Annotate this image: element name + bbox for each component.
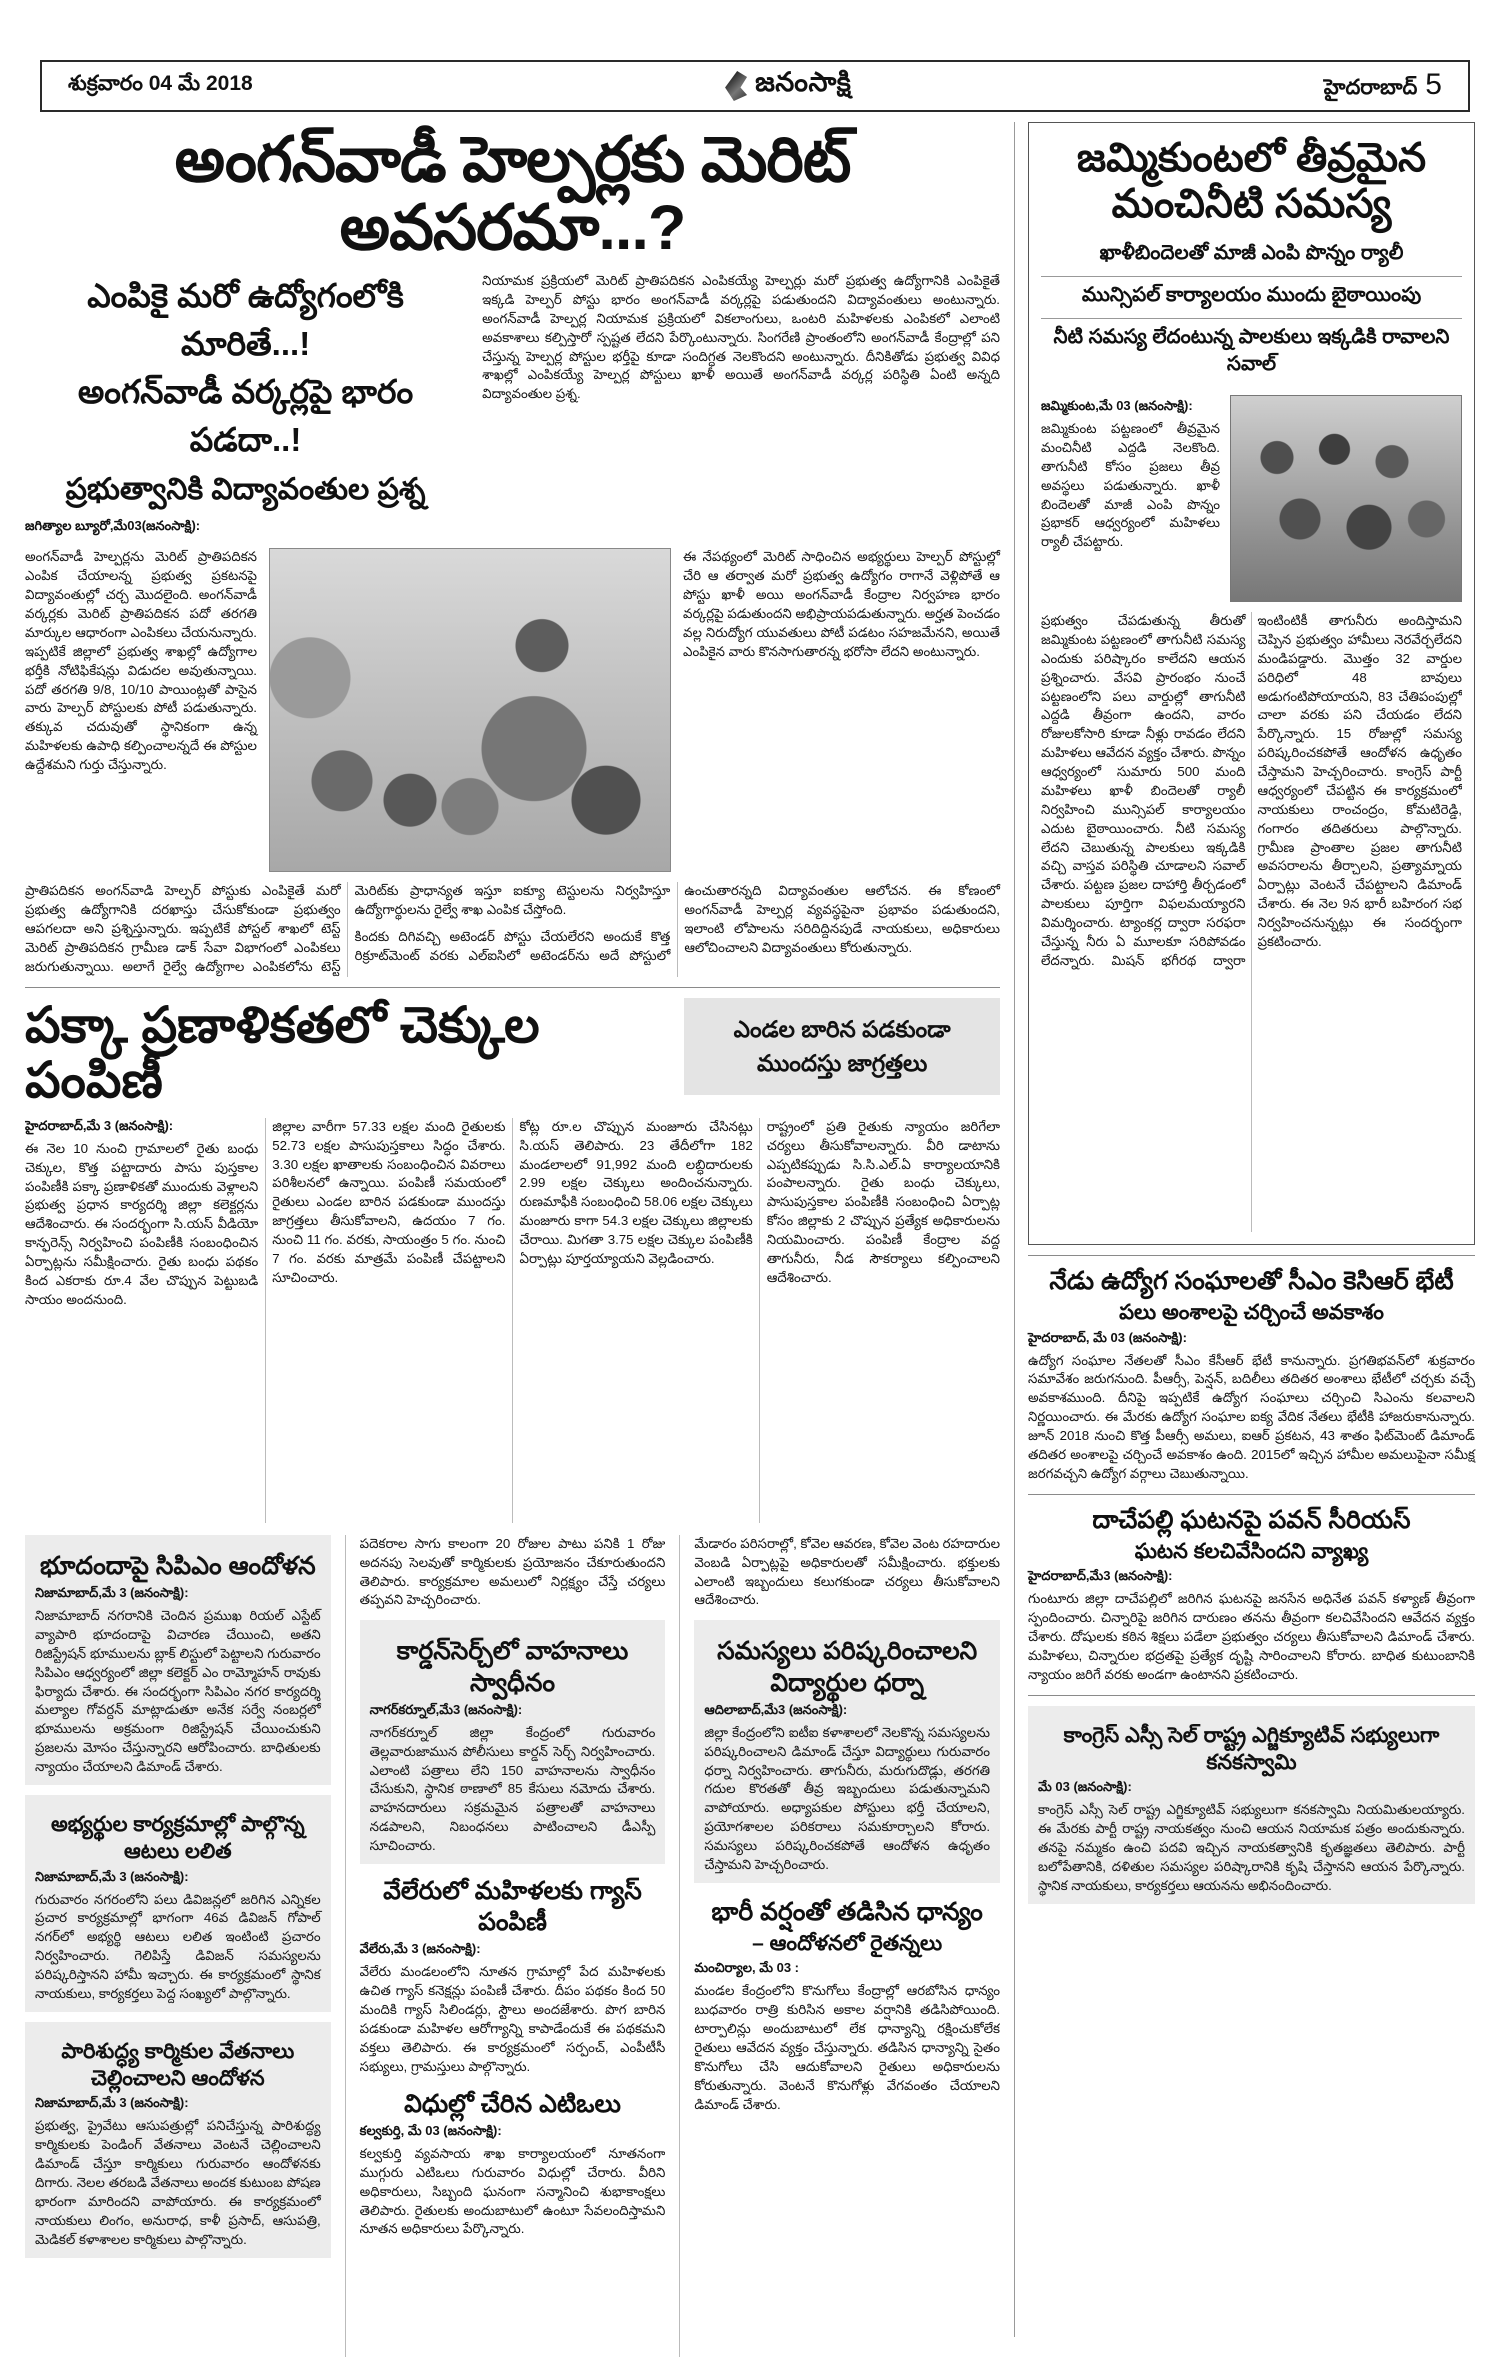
sanitation-dateline: నిజామాబాద్,మే 3 (జనంసాక్షి):: [35, 2095, 189, 2111]
anganwadi-deck-box: [25, 272, 466, 540]
article-students: [694, 1620, 1000, 1883]
pawan-dateline: హైదరాబాద్,మే3 (జనంసాక్షి):: [1028, 1568, 1173, 1584]
congress-sc-body: కాంగ్రెస్ ఎస్సీ సెల్ రాష్ట్ర ఎగ్జిక్యూటివ్ సభ్యులుగా కనకస్వామి నియమితులయ్యారు. ఈ మేరకు పార్టీ రాష్ట్ర నాయకత్వం నుంచి ఆయన నియామక పత్రం అందుకున్నారు. తనపై నమ్మకం ఉంచి పదవి ఇచ్చిన నాయకత్వానికి కృతజ్ఞతలు తెలిపారు. పార్టీ బలోపేతానికి, దళితుల సమస్యల పరిష్కారానికి కృషి చేస్తానని ఆయన పేర్కొన్నారు. స్థానిక నాయకులు, కార్యకర్తలు ఆయనను అభినందించారు.: [1038, 1802, 1465, 1893]
cm-meeting-body: ఉద్యోగ సంఘాల నేతలతో సీఎం కేసీఆర్ భేటీ కానున్నారు. ప్రగతిభవన్‌లో శుక్రవారం సమావేశం జరుగనుంది. పీఆర్సీ, పెన్షన్, బదిలీలు తదితర అంశాలు భేటీలో చర్చకు వచ్చే అవకాశముంది. దీనిపై ఇప్పటికే ఉద్యోగ సంఘాలు చర్చించి సిఎంను కలవాలని నిర్ణయించారు. ఈ మేరకు ఉద్యోగ సంఘాల ఐక్య వేదిక నేతలు భేటీకి హాజరుకానున్నారు. జూన్ 2018 నుంచి కొత్త పీఆర్సీ అమలు, ఐఆర్ ప్రకటన, 43 శాతం ఫిట్‌మెంట్ డిమాండ్ తదితర అంశాలపై చర్చించే అవకాశం ఉంది. 2015లో ఇచ్చిన హామీల అమలుపైనా సమీక్ష జరగవచ్చని ఉద్యోగ వర్గాలు చెబుతున్నాయి.: [1028, 1352, 1475, 1481]
article-gas: [360, 1876, 666, 2077]
anganwadi-col3: ఈ నేపథ్యంలో మెరిట్ సాధించిన అభ్యర్థులు హెల్పర్ పోస్టుల్లో చేరి ఆ తర్వాత మరో ప్రభుత్వ ఉద్యోగం రాగానే వెళ్లిపోతే ఆ పోస్టు ఖాళీ అయి అంగన్‌వాడీ కేంద్రాల నిర్వహణ భారం వర్కర్లపై పడుతుందని అభిప్రాయపడుతున్నారు. అర్హత పెంచడం వల్ల నిరుద్యోగ యువతులు పోటీ పడటం సహజమేనని, అయితే ఎంపికైన వారు కొనసాగుతారన్న భరోసా లేదని అంటున్నారు.: [683, 549, 1000, 659]
atos-dateline: కల్వకుర్తి, మే 03 (జనంసాక్షి):: [359, 2122, 502, 2138]
edition-name: హైదరాబాద్: [1323, 75, 1418, 99]
cpim-dateline: నిజామాబాద్,మే 3 (జనంసాక్షి):: [35, 1585, 189, 1601]
pawan-headline: దాచేపల్లి ఘటనపై పవన్ సీరియస్: [1092, 1505, 1411, 1534]
water-lead-block: [1041, 395, 1220, 602]
cm-meeting-headline: నేడు ఉద్యోగ సంఘాలతో సీఎం కెసిఆర్ భేటీ: [1049, 1267, 1454, 1295]
water-headline: జమ్మికుంటలో తీవ్రమైన మంచినీటి సమస్య: [1076, 136, 1427, 226]
gas-headline: వేలేరులో మహిళలకు గ్యాస్ పంపిణీ: [383, 1876, 642, 1937]
grain-subhead: – ఆందోళనలో రైతన్నలు: [752, 1932, 943, 1956]
cheques-para-2: జిల్లాల వారీగా 57.33 లక్షల మంది రైతులకు 52.73 లక్షల పాసుపుస్తకాలు సిద్ధం చేశారు. 3.30 లక్షల ఖాతాలకు సంబంధించిన వివరాలు పరిశీలనలో ఉన్నాయి. పంపిణీ సమయంలో రైతులు ఎండల బారిన పడకుండా ముందస్తు జాగ్రత్తలు తీసుకోవాలని, ఉదయం 7 గం. నుంచి 11 గం. వరకు, సాయంత్రం 5 గం. నుంచి 7 గం. వరకు మాత్రమే పంపిణీ చేపట్టాలని సూచించారు.: [272, 1118, 506, 1285]
edition-block: [1324, 68, 1442, 105]
grain-body: మండల కేంద్రంలోని కొనుగోలు కేంద్రాల్లో ఆరబోసిన ధాన్యం బుధవారం రాత్రి కురిసిన అకాల వర్షానికి తడిసిపోయింది. టార్పాలిన్లు అందుబాటులో లేక ధాన్యాన్ని రక్షించుకోలేక రైతులు ఆవేదన వ్యక్తం చేస్తున్నారు. తడిసిన ధాన్యాన్ని సైతం కొనుగోలు చేసి ఆదుకోవాలని రైతులు అధికారులను కోరుతున్నారు. వెంటనే కొనుగోళ్లు వేగవంతం చేయాలని డిమాండ్ చేశారు.: [694, 1983, 1000, 2112]
left-section: [25, 122, 1014, 2337]
water-rally-photo: [1230, 395, 1462, 602]
cpim-headline: భూదందాపై సిపిఎం ఆందోళన: [39, 1551, 316, 1580]
congress-sc-headline: కాంగ్రెస్ ఎస్సీ సెల్ రాష్ట్ర ఎగ్జిక్యూటివ్ సభ్యులుగా కనకస్వామి: [1063, 1723, 1440, 1774]
cheques-dateline: హైదరాబాద్,మే 3 (జనంసాక్షి):: [25, 1117, 174, 1133]
students-headline: సమస్యలు పరిష్కరించాలని విద్యార్థుల ధర్నా: [717, 1637, 978, 1697]
water-subhead-3: నీటి సమస్య లేదంటున్న పాలకులు ఇక్కడికి రావాలని సవాల్: [1041, 318, 1462, 387]
article-atos: [360, 2089, 666, 2240]
water-body-columns: ప్రభుత్వం చేపడుతున్న తీరుతో జమ్మికుంట పట్టణంలో తాగునీటి సమస్య ఎందుకు పరిష్కారం కాలేదని ఆయన ప్రశ్నించారు. వేసవి ప్రారంభం నుంచే పట్టణంలోని పలు వార్డుల్లో తాగునీటి ఎద్దడి తీవ్రంగా ఉందని, వారం రోజులకోసారి కూడా నీళ్లు రావడం లేదని మహిళలు ఆవేదన వ్యక్తం చేశారు. పొన్నం ఆధ్వర్యంలో సుమారు 500 మంది మహిళలు ఖాళీ బిందెలతో ర్యాలీ నిర్వహించి మున్సిపల్ కార్యాలయం ఎదుట బైఠాయించారు. నీటి సమస్య లేదని చెబుతున్న పాలకులు ఇక్కడికి వచ్చి వాస్తవ పరిస్థితి చూడాలని సవాల్ చేశారు. పట్టణ ప్రజల దాహార్తి తీర్చడంలో పాలకులు పూర్తిగా విఫలమయ్యారని విమర్శించారు. ట్యాంకర్ల ద్వారా సరఫరా చేస్తున్న నీరు ఏ మూలకూ సరిపోవడం లేదన్నారు. మిషన్ భగీరథ ద్వారా ఇంటింటికీ తాగునీరు అందిస్తామని చెప్పిన ప్రభుత్వం హామీలు నెరవేర్చలేదని మండిపడ్డారు. మొత్తం 32 వార్డుల పరిధిలో 48 బావులు అడుగంటిపోయాయని, 83 చేతిపంపుల్లో చాలా వరకు పని చేయడం లేదని పేర్కొన్నారు. 15 రోజుల్లో సమస్య పరిష్కరించకపోతే ఆందోళన ఉధృతం చేస్తామని హెచ్చరించారు. కాంగ్రెస్ పార్టీ ఆధ్వర్యంలో చేపట్టిన ఈ కార్యక్రమంలో నాయకులు రాంచంద్రం, కోమటిరెడ్డి, గంగారం తదితరులు పాల్గొన్నారు. గ్రామీణ ప్రాంతాల ప్రజల తాగునీటి అవసరాలను తీర్చాలని, ప్రత్యామ్నాయ ఏర్పాట్లు వెంటనే చేపట్టాలని డిమాండ్ చేశారు. ఈ నెల 9న భారీ బహిరంగ సభ నిర్వహించనున్నట్లు ఈ సందర్భంగా ప్రకటించారు.: [1041, 613, 1462, 968]
anganwadi-bottom-columns: [25, 882, 1000, 976]
issue-date: శుక్రవారం 04 మే 2018: [68, 71, 253, 95]
right-divider-1: [1028, 1255, 1475, 1256]
anganwadi-main-row: [25, 548, 1000, 872]
cordon-headline: కార్డన్‌సెర్చ్‌లో వాహనాలు స్వాధీనం: [396, 1637, 629, 1697]
article-water: [1028, 122, 1475, 1245]
anganwadi-deck-2: అంగన్‌వాడీ వర్కర్లపై భారం పడదా..!: [77, 372, 414, 458]
page-header: [40, 60, 1470, 112]
water-top-row: [1041, 395, 1462, 602]
page-number: 5: [1425, 67, 1442, 101]
bottom-articles-grid: [25, 1535, 1000, 2357]
pawan-subhead: ఘటన కలచివేసిందని వ్యాఖ్య: [1134, 1539, 1369, 1563]
anganwadi-below-2: కిందకు దిగివచ్చి అటెండర్ పోస్టు చేయలేరని అందుకే కొత్త రిక్రూట్‌మెంట్ వరకు ఎల్ఐసిలో అటెండర్‌ను అదే పోస్టులో ఉంచుతారన్నది విద్యావంతుల ఆలోచన. ఈ కోణంలో అంగన్‌వాడీ హెల్పర్ల వ్యవస్థపైనా ప్రభావం పడుతుందని, ఇలాంటి లోపాలను సరిదిద్దినపుడే నాయకులు, అధికారులు ఆలోచించాలని విద్యావంతులు కోరుతున్నారు.: [354, 883, 1000, 964]
anganwadi-deck-1: ఎంపికై మరో ఉద్యోగంలోకి మారితే...!: [87, 277, 404, 362]
continuation-right: మేడారం పరిసరాల్లో, కోవెల ఆవరణ, కోవెల వెంట రహదారుల వెంబడి ఏర్పాట్లపై అధికారులతో సమీక్షించారు. భక్తులకు ఎలాంటి ఇబ్బందులు కలుగకుండా చర్యలు తీసుకోవాలని ఆదేశించారు.: [694, 1535, 1000, 1608]
article-grain: [694, 1897, 1000, 2115]
anganwadi-col1: అంగన్‌వాడీ హెల్పర్లను మెరిట్ ప్రాతిపదికన ఎంపిక చేయాలన్న ప్రభుత్వ ప్రకటనపై విద్యావంతుల్లో చర్చ మొదలైంది. అంగన్‌వాడీ వర్కర్లకు మెరిట్ ప్రాతిపదికన పదో తరగతి మార్కుల ఆధారంగా ఎంపికలు చేయనున్నారు. ఇప్పటికే జిల్లాలో ప్రభుత్వ శాఖల్లో ఉద్యోగాల భర్తీకి నోటిఫికేషన్లు విడుదల అవుతున్నాయి. పదో తరగతి 9/8, 10/10 పాయింట్లతో పాసైన వారు హెల్పర్ పోస్టులకు పోటీ పడుతున్నారు. తక్కువ చదువుతో స్థానికంగా ఉన్న మహిళలకు ఉపాధి కల్పించాలన్నదే ఈ పోస్టుల ఉద్దేశమని గుర్తు చేస్తున్నారు.: [25, 549, 257, 773]
cheques-note-box: ఎండల బారిన పడకుండా ముందస్తు జాగ్రత్తలు: [684, 998, 1000, 1095]
right-divider-2: [1028, 1494, 1475, 1495]
cheques-head-row: [25, 998, 1000, 1108]
cheques-headline: పక్కా ప్రణాళికతలో చెక్కుల పంపిణీ: [25, 996, 540, 1108]
masthead: [725, 67, 851, 105]
bottom-col-2: [345, 1535, 666, 2357]
anganwadi-below-1: ప్రాతిపదికన అంగన్‌వాడి హెల్పర్ పోస్టుకు ఎంపికైతే మరో ప్రభుత్వ ఉద్యోగానికి దరఖాస్తు చేసుకోకుండా ప్రభుత్వం ఆపగలదా అని ప్రశ్నిస్తున్నారు. ఇప్పటికే పోస్టల్ శాఖలో టెస్ట్ మెరిట్ ప్రాతిపదికన గ్రామీణ డాక్ సేవా విభాగంలో ఎంపికలు జరుగుతున్నాయి. అలాగే రైల్వే ఉద్యోగాల ఎంపికలోను టెస్ట్ మెరిట్‌కు ప్రాధాన్యత ఇస్తూ ఐక్యూ టెస్టులను నిర్వహిస్తూ ఉద్యోగార్థులను రైల్వే శాఖ ఎంపిక చేస్తోంది.: [25, 883, 671, 974]
cheques-para-3: కోట్ల రూ.ల చొప్పున మంజూరు చేసినట్లు సి.యస్ తెలిపారు. 23 తేదీలోగా 182 మండలాలలో 91,992 మంది లబ్ధిదారులకు 2.99 లక్షల చెక్కులు అందించనున్నారు. రుణమాఫీకి సంబంధించి 58.06 లక్షల చెక్కులు మంజూరు కాగా 54.3 లక్షల చెక్కులు జిల్లాలకు చేరాయి. మిగతా 3.75 లక్షల చెక్కుల పంపిణీకి ఏర్పాట్లు పూర్తయ్యాయని వెల్లడించారు.: [519, 1118, 753, 1266]
masthead-logo-icon: [725, 71, 747, 101]
bottom-col-1: [25, 1535, 331, 2357]
cheques-para-4: రాష్ట్రంలో ప్రతి రైతుకు న్యాయం జరిగేలా చర్యలు తీసుకోవాలన్నారు. వీరి డాటాను ఎప్పటికప్పుడు సి.సి.ఎల్.ఏ కార్యాలయానికి పంపాలన్నారు. రైతు బంధు చెక్కులు, పాసుపుస్తకాల పంపిణీకి సంబంధించి ఏర్పాట్ల కోసం జిల్లాకు 2 చొప్పున ప్రత్యేక అధికారులను నియమించారు. పంపిణీ కేంద్రాల వద్ద తాగునీరు, నీడ సౌకర్యాలు కల్పించాలని ఆదేశించారు.: [766, 1118, 1000, 1285]
right-divider-3: [1028, 1695, 1475, 1696]
cordon-dateline: నాగర్‌కర్నూల్,మే3 (జనంసాక్షి):: [369, 1701, 523, 1717]
atos-headline: విధుల్లో చేరిన ఎటిఒలు: [404, 2089, 621, 2118]
article-lalitha: [25, 1795, 331, 2012]
students-body: జిల్లా కేంద్రంలోని ఐటీఐ కళాశాలలో నెలకొన్న సమస్యలను పరిష్కరించాలని డిమాండ్ చేస్తూ విద్యార్థులు గురువారం ధర్నా నిర్వహించారు. తాగునీరు, మరుగుదొడ్లు, తరగతి గదుల కొరతతో తీవ్ర ఇబ్బందులు పడుతున్నామని వాపోయారు. అధ్యాపకుల పోస్టులు భర్తీ చేయాలని, ప్రయోగశాలల పరికరాలు సమకూర్చాలని కోరారు. సమస్యలు పరిష్కరించకపోతే ఆందోళన ఉధృతం చేస్తామని హెచ్చరించారు.: [704, 1724, 991, 1872]
anganwadi-children-photo: [269, 548, 671, 872]
cm-meeting-subhead: పలు అంశాలపై చర్చించే అవకాశం: [1119, 1301, 1384, 1325]
anganwadi-headline: అంగన్‌వాడీ హెల్పర్లకు మెరిట్ అవసరమా...?: [174, 125, 851, 264]
article-cpim: [25, 1535, 331, 1785]
anganwadi-deck-row: [25, 272, 1000, 540]
gas-body: వేలేరు మండలంలోని నూతన గ్రామాల్లో పేద మహిళలకు ఉచిత గ్యాస్ కనెక్షన్లు పంపిణీ చేశారు. దీపం పథకం కింద 50 మందికి గ్యాస్ సిలిండర్లు, స్టౌలు అందజేశారు. పొగ బారిన పడకుండా మహిళల ఆరోగ్యాన్ని కాపాడేందుకే ఈ పథకమని వక్తలు తెలిపారు. ఈ కార్యక్రమంలో సర్పంచ్, ఎంపీటీసీ సభ్యులు, గ్రామస్తులు పాల్గొన్నారు.: [359, 1964, 666, 2074]
water-subhead-2: మున్సిపల్ కార్యాలయం ముందు బైఠాయింపు: [1041, 276, 1462, 318]
cordon-body: నాగర్‌కర్నూల్ జిల్లా కేంద్రంలో గురువారం తెల్లవారుజామున పోలీసులు కార్డన్ సెర్చ్ నిర్వహించారు. ఎలాంటి పత్రాలు లేని 150 వాహనాలను స్వాధీనం చేసుకుని, స్థానిక ఠాణాలో 85 కేసులు నమోదు చేశారు. వాహనదారులు సక్రమమైన పత్రాలతో వాహనాలు నడపాలని, నిబంధనలు పాటించాలని డీఎస్పీ సూచించారు.: [369, 1724, 656, 1854]
congress-sc-dateline: మే 03 (జనంసాక్షి):: [1038, 1779, 1132, 1795]
cheques-body-columns: [25, 1118, 1000, 1523]
lalitha-body: గురువారం నగరంలోని పలు డివిజన్లలో జరిగిన ఎన్నికల ప్రచార కార్యక్రమాల్లో భాగంగా 46వ డివిజన్ గోపాల్ నగర్‌లో అభ్యర్థి ఆటలు లలిత ఇంటింటి ప్రచారం నిర్వహించారు. గెలిపిస్తే డివిజన్ సమస్యలను పరిష్కరిస్తానని హామీ ఇచ్చారు. ఈ కార్యక్రమంలో స్థానిక నాయకులు, కార్యకర్తలు పెద్ద సంఖ్యలో పాల్గొన్నారు.: [35, 1891, 321, 2001]
sanitation-headline: పారిశుద్ధ్య కార్మికుల వేతనాలు చెల్లించాలని ఆందోళన: [61, 2039, 295, 2091]
sanitation-body: ప్రభుత్వ, ప్రైవేటు ఆసుపత్రుల్లో పనిచేస్తున్న పారిశుద్ధ్య కార్మికులకు పెండింగ్ వేతనాలు వెంటనే చెల్లించాలని డిమాండ్ చేస్తూ కార్మికులు గురువారం ఆందోళనకు దిగారు. నెలల తరబడి వేతనాలు అందక కుటుంబ పోషణ భారంగా మారిందని వాపోయారు. ఈ కార్యక్రమంలో నాయకులు లింగం, అనురాధ, కాళీ ప్రసాద్, ఆసుపత్రి, మెడికల్ కళాశాలల కార్మికులు పాల్గొన్నారు.: [35, 2118, 321, 2247]
anganwadi-intro: నియామక ప్రక్రియలో మెరిట్ ప్రాతిపదికన ఎంపికయ్యే హెల్పర్లు మరో ప్రభుత్వ ఉద్యోగానికి ఎంపికైతే ఇక్కడి హెల్పర్ పోస్టు భారం అంగన్‌వాడీ వర్కర్లపై పడుతుందని విద్యావంతులు అంటున్నారు. అంగన్‌వాడీ హెల్పర్ల నియామక ప్రక్రియలో వికలాంగులు, ఒంటరి మహిళలకు ఎంపికలో ఎలాంటి అవకాశాలు కల్పిస్తారో స్పష్టత లేదని పేర్కొంటున్నారు. సింగరేణి ప్రాంతంలోని అంగన్‌వాడీ కేంద్రాల్లో పని చేస్తున్న హెల్పర్ల పోస్టుల భర్తీపై కూడా సందిగ్ధత నెలకొందని అంటున్నారు. దీనికితోడు ప్రభుత్వ వివిధ శాఖల్లో ఎంపికయ్యే హెల్పర్ల పోస్టులు ఖాళీ అయితే అంగన్‌వాడీ వర్కర్ల పరిస్థితి ఏంటి అన్నది విద్యావంతుల ప్రశ్న.: [482, 273, 1000, 402]
grain-headline: భారీ వర్షంతో తడిసిన ధాన్యం: [711, 1897, 983, 1926]
right-column: [1014, 122, 1475, 2337]
page-content: [25, 122, 1475, 2337]
lalitha-dateline: నిజామాబాద్,మే 3 (జనంసాక్షి):: [35, 1868, 189, 1884]
cm-meeting-dateline: హైదరాబాద్, మే 03 (జనంసాక్షి):: [1028, 1329, 1187, 1345]
cpim-body: నిజామాబాద్ నగరానికి చెందిన ప్రముఖ రియల్ ఎస్టేట్ వ్యాపారి భూదందాపై విచారణ చేయించి, అతని రిజిస్ట్రేషన్ భూములను బ్లాక్ లిస్టులో పెట్టాలని గురువారం సిపిఎం ఆధ్వర్యంలో జిల్లా కలెక్టర్ ఎం రామ్మోహన్ రావుకు ఫిర్యాదు చేశారు. ఈ సందర్భంగా సిపిఎం నగర కార్యదర్శి మల్యాల గోవర్దన్ మాట్లాడుతూ అనేక సర్వే నంబర్లలో భూములను అక్రమంగా రిజిస్ట్రేషన్ చేయించుకుని ప్రజలను మోసం చేస్తున్నారని ఆరోపించారు. బాధితులకు న్యాయం చేయాలని డిమాండ్ చేశారు.: [35, 1608, 321, 1775]
lalitha-headline: అభ్యర్థుల కార్యక్రమాల్లో పాల్గొన్న ఆటలు లలిత: [50, 1812, 305, 1864]
pawan-body: గుంటూరు జిల్లా దాచేపల్లిలో జరిగిన ఘటనపై జనసేన అధినేత పవన్ కళ్యాణ్ తీవ్రంగా స్పందించారు. చిన్నారిపై జరిగిన దారుణం తనను తీవ్రంగా కలచివేసిందని ఆవేదన వ్యక్తం చేశారు. దోషులకు కఠిన శిక్షలు పడేలా ప్రభుత్వం చర్యలు తీసుకోవాలని డిమాండ్ చేశారు. మహిళలు, చిన్నారుల భద్రతపై ప్రత్యేక దృష్టి సారించాలని కోరారు. బాధిత కుటుంబానికి న్యాయం జరిగే వరకు అండగా ఉంటానని ప్రకటించారు.: [1028, 1591, 1475, 1682]
article-congress-sc: [1028, 1706, 1475, 1904]
students-dateline: ఆదిలాబాద్,మే3 (జనంసాక్షి):: [704, 1701, 848, 1717]
atos-body: కల్వకుర్తి వ్యవసాయ శాఖ కార్యాలయంలో నూతనంగా ముగ్గురు ఎటిఒలు గురువారం విధుల్లో చేరారు. వీరిని అధికారులు, సిబ్బంది ఘనంగా సన్మానించి శుభాకాంక్షలు తెలిపారు. రైతులకు అందుబాటులో ఉంటూ సేవలందిస్తామని నూతన అధికారులు పేర్కొన్నారు.: [359, 2145, 666, 2237]
gas-dateline: వేలేరు,మే 3 (జనంసాక్షి):: [359, 1941, 481, 1957]
grain-dateline: మంచిర్యాల, మే 03 :: [694, 1960, 799, 1976]
anganwadi-dateline: జగిత్యాల బ్యూరో,మే03(జనంసాక్షి):: [25, 518, 201, 534]
article-cm-meeting: [1028, 1266, 1475, 1484]
section-divider: [25, 987, 1000, 988]
cheques-para-1: ఈ నెల 10 నుంచి గ్రామాలలో రైతు బంధు చెక్కుల, కొత్త పట్టాదారు పాసు పుస్తకాల పంపిణీకి పక్కా ప్రణాళికతో ముందుకు వెళ్లాలని ప్రభుత్వ ప్రధాన కార్యదర్శి జిల్లా కలెక్టర్లను ఆదేశించారు. ఈ సందర్భంగా సి.యస్ వీడియో కాన్ఫరెన్స్ నిర్వహించి పంపిణీకి సంబంధించిన ఏర్పాట్లను సమీక్షించారు. రైతు బంధు పథకం కింద ఎకరాకు రూ.4 వేల చొప్పున పెట్టుబడి సాయం అందనుంది.: [25, 1140, 259, 1307]
water-lead: జమ్మికుంట పట్టణంలో తీవ్రమైన మంచినీటి ఎద్దడి నెలకొంది. తాగునీటి కోసం ప్రజలు తీవ్ర అవస్థలు పడుతున్నారు. ఖాళీ బిందెలతో మాజీ ఎంపి పొన్నం ప్రభాకర్ ఆధ్వర్యంలో మహిళలు ర్యాలీ చేపట్టారు.: [1041, 421, 1220, 550]
article-cordon: [360, 1620, 666, 1864]
article-sanitation: [25, 2022, 331, 2258]
water-subhead-1: ఖాళీబిందెలతో మాజీ ఎంపి పొన్నం ర్యాలీ: [1099, 242, 1404, 264]
article-pawan: [1028, 1505, 1475, 1685]
bottom-col-3: [679, 1535, 1000, 2357]
masthead-title: జనంసాక్షి: [755, 67, 852, 97]
article-cheques: [25, 998, 1000, 1523]
article-anganwadi: [25, 126, 1000, 977]
anganwadi-subhead: ప్రభుత్వానికి విద్యావంతుల ప్రశ్న: [65, 473, 426, 507]
continuation-mid: పదెకరాల సాగు కాలంగా 20 రోజుల పాటు పనికి 1 రోజు అదనపు సెలవుతో కార్మికులకు ప్రయోజనం చేకూరుతుందని తెలిపారు. కార్యక్రమాల అమలులో నిర్లక్ష్యం చేస్తే చర్యలు తప్పవని హెచ్చరించారు.: [359, 1535, 666, 1608]
water-dateline: జమ్మికుంట,మే 03 (జనంసాక్షి):: [1041, 398, 1193, 413]
